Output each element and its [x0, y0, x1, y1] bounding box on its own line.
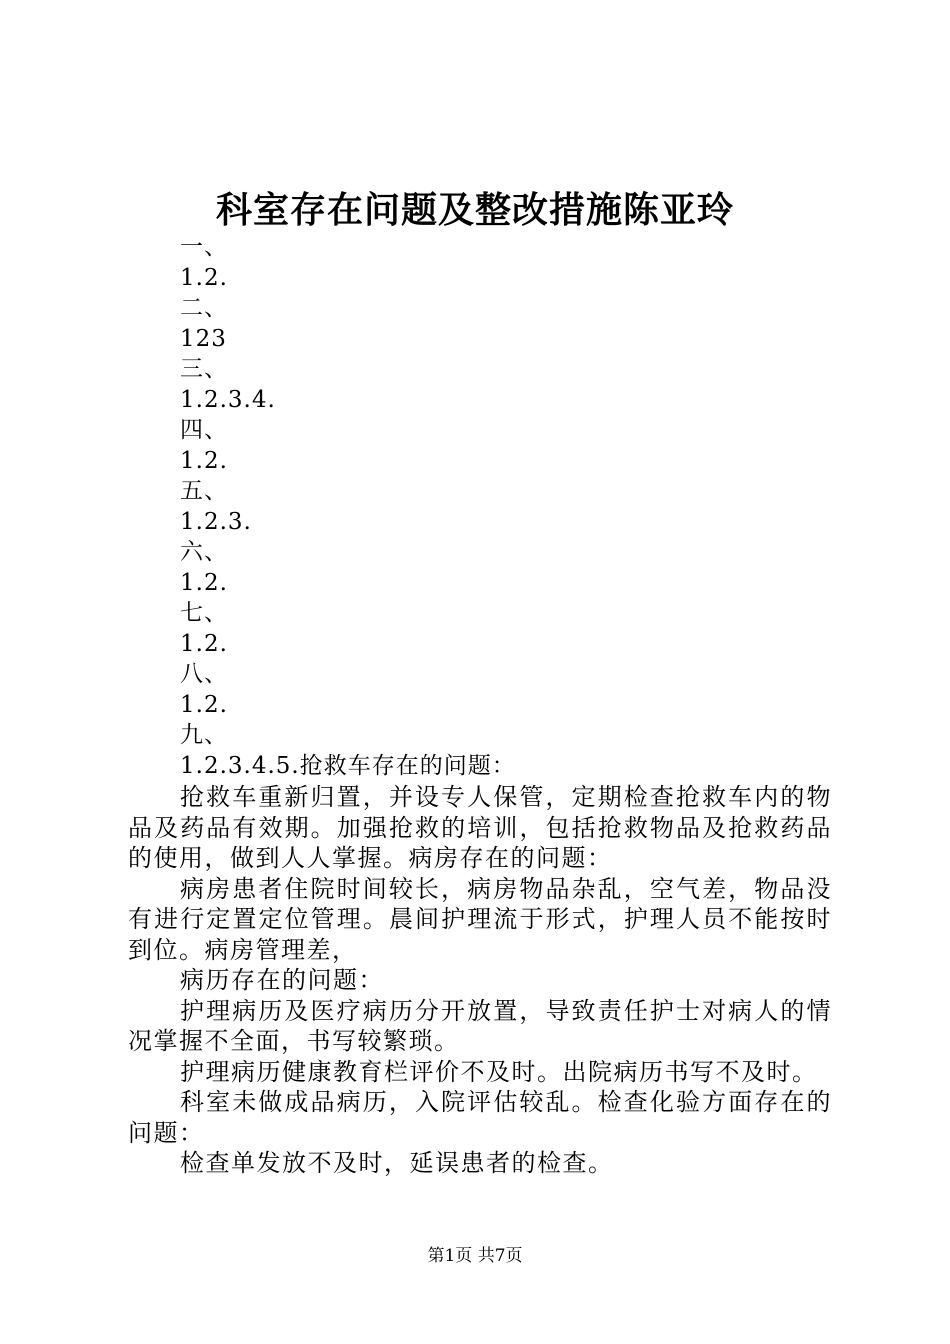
outline-item: 1.2.3.4.5.抢救车存在的问题：: [180, 752, 516, 779]
outline-item: 1.2.3.4.: [180, 386, 276, 413]
outline-item: 1.2.: [180, 447, 228, 474]
outline-item: 一、: [180, 234, 228, 260]
outline-item: 五、: [180, 478, 228, 504]
outline-item: 三、: [180, 356, 228, 382]
outline-item: 七、: [180, 600, 228, 626]
outline-item: 1.2.: [180, 264, 228, 291]
paragraph: 病房患者住院时间较长，病房物品杂乱，空气差，物品没有进行定置定位管理。晨间护理流于形式，护理人员不能按时到位。病房管理差，: [128, 874, 832, 964]
outline-item: 1.2.: [180, 691, 228, 718]
outline-item: 六、: [180, 539, 228, 565]
outline-item: 九、: [180, 722, 228, 748]
outline-item: 四、: [180, 417, 228, 443]
outline-item: 1.2.3.: [180, 508, 252, 535]
outline-item: 二、: [180, 295, 228, 321]
outline-item: 123: [180, 325, 227, 352]
paragraph: 检查单发放不及时，延误患者的检查。: [180, 1149, 614, 1177]
outline-list: [180, 232, 516, 781]
paragraph: 护理病历健康教育栏评价不及时。出院病历书写不及时。: [180, 1057, 818, 1086]
body-text: [128, 782, 832, 1179]
page-footer: 第1页 共7页: [427, 1246, 523, 1266]
outline-item: 1.2.: [180, 630, 228, 657]
outline-item: 1.2.: [180, 569, 228, 596]
paragraph: 病历存在的问题：: [180, 966, 384, 994]
paragraph: 科室未做成品病历，入院评估较乱。检查化验方面存在的问题：: [128, 1088, 832, 1147]
paragraph: 护理病历及医疗病历分开放置，导致责任护士对病人的情况掌握不全面，书写较繁琐。: [128, 996, 832, 1055]
document-title: 科室存在问题及整改措施陈亚玲: [215, 189, 734, 231]
paragraph: 抢救车重新归置，并设专人保管，定期检查抢救车内的物品及药品有效期。加强抢救的培训，包括抢救物品及抢救药品的使用，做到人人掌握。病房存在的问题：: [128, 783, 832, 872]
outline-item: 八、: [180, 661, 228, 687]
